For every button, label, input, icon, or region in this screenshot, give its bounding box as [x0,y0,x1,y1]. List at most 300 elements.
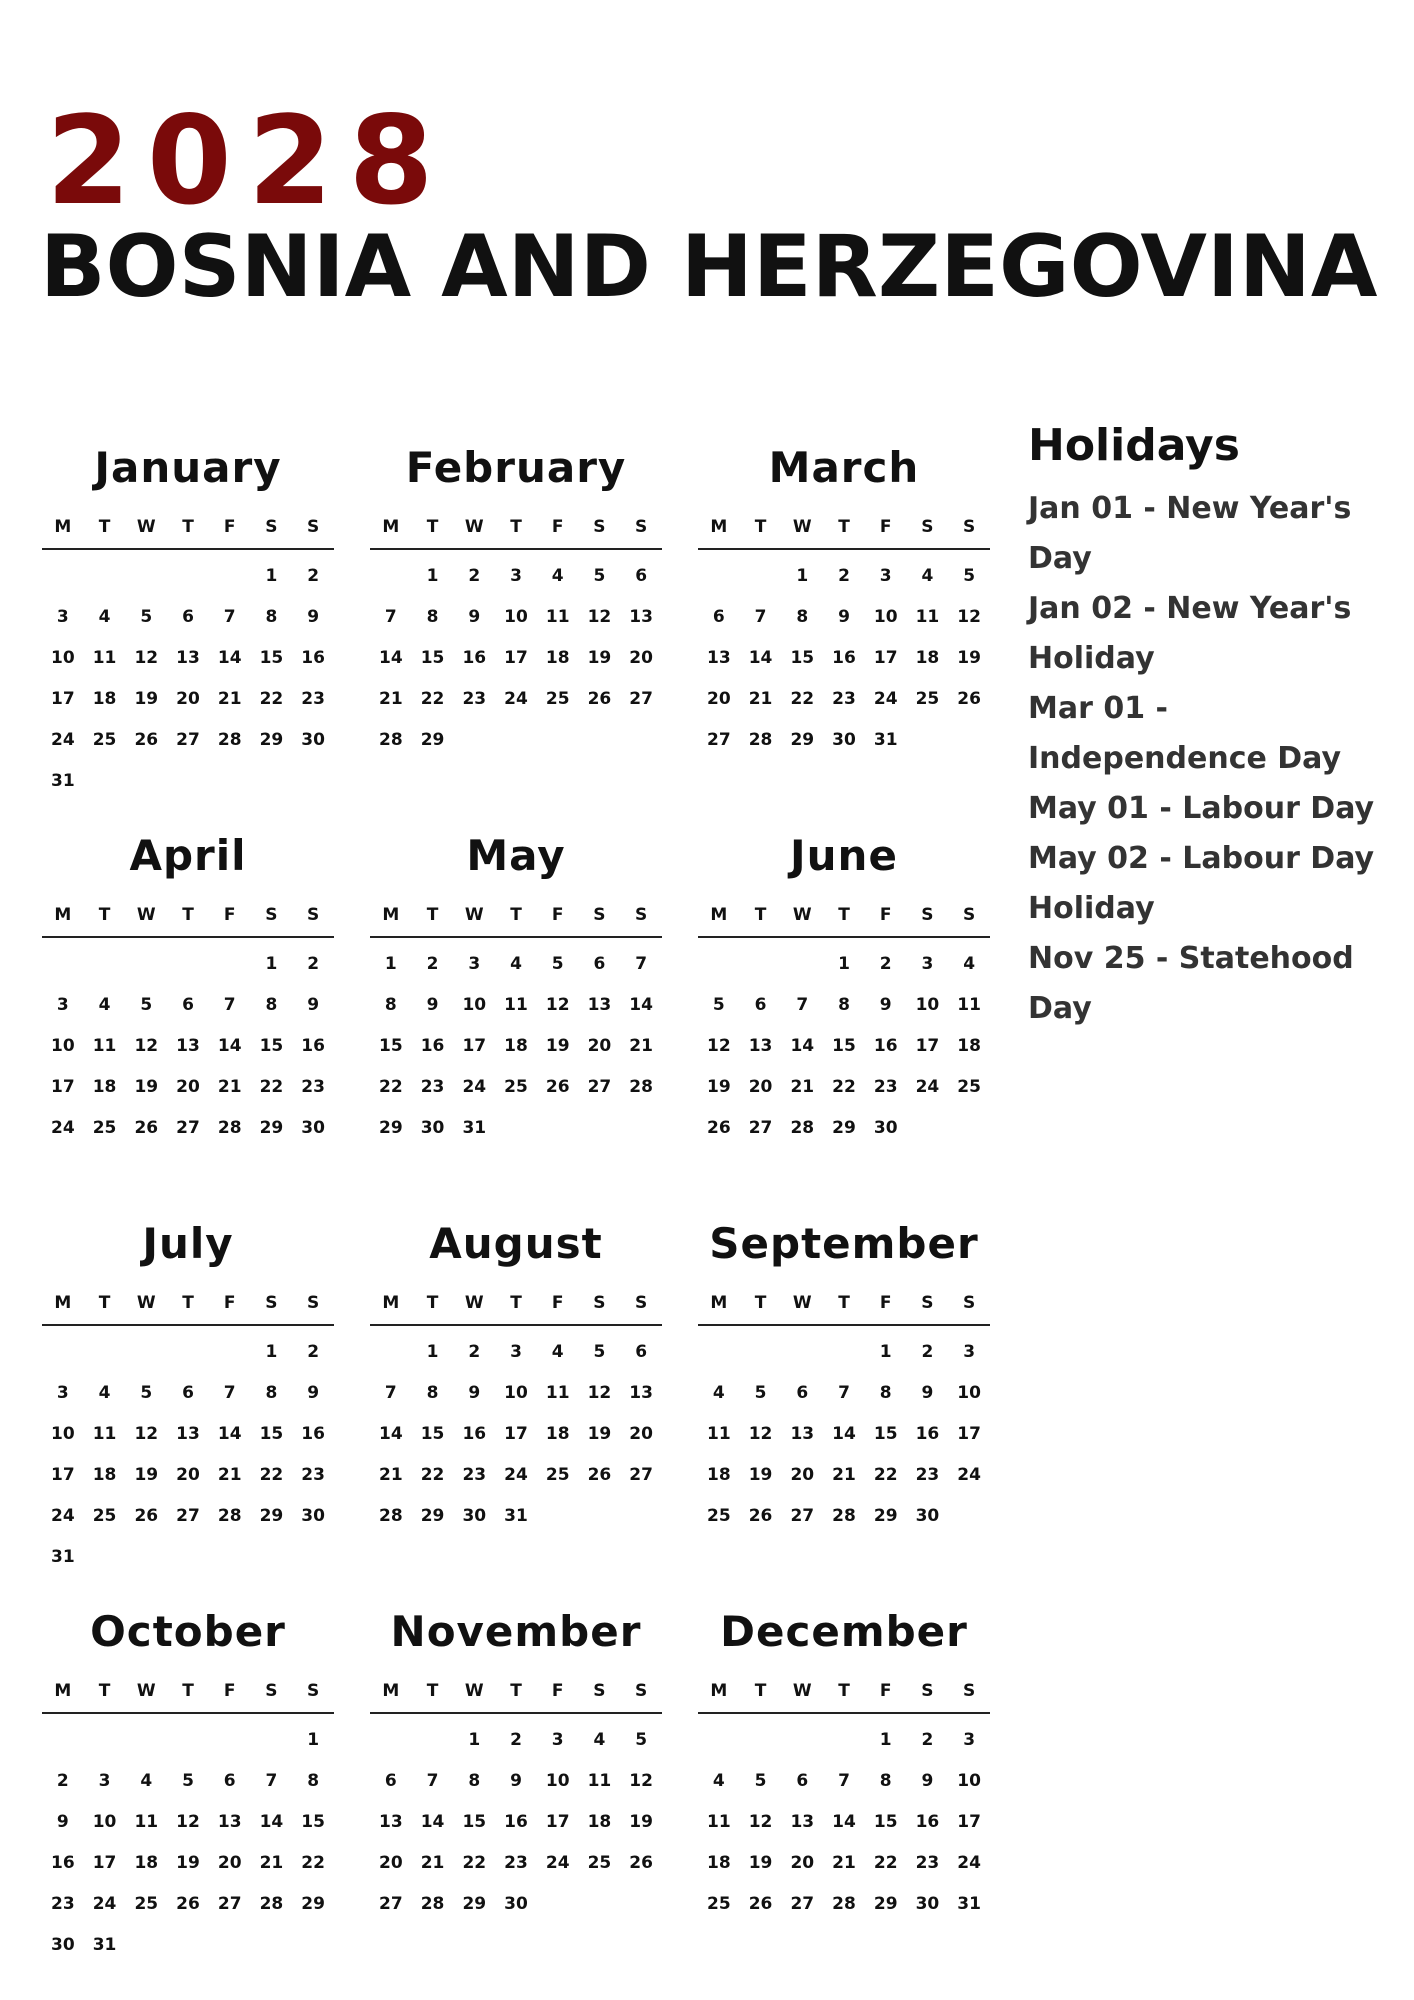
day-cell: 11 [957,995,981,1015]
day-cell: 1 [384,954,397,974]
day-cell: 1 [468,1730,481,1750]
day-cell: 29 [379,1118,403,1138]
day-cell: 2 [307,1342,320,1362]
day-cell: 14 [832,1812,856,1832]
day-cell: 18 [504,1036,528,1056]
weekday-label: M [54,1293,72,1313]
day-cell [167,1925,209,1966]
day-cell: 26 [545,1077,570,1097]
day-cell: 26 [748,1894,773,1914]
day-cell: 27 [629,689,653,709]
day-cell: 8 [265,995,278,1015]
day-cell: 13 [748,1036,773,1056]
day-cell: 26 [957,689,981,709]
day-cell [209,1537,251,1578]
day-cell: 24 [51,1118,75,1138]
day-cell: 17 [51,1465,75,1485]
week-row [698,1067,990,1108]
day-cell: 18 [707,1853,731,1873]
week-row [42,597,334,638]
day-cell [125,556,167,597]
day-cell: 24 [957,1465,981,1485]
day-cell: 4 [593,1730,606,1750]
day-cell: 15 [873,1812,898,1832]
day-cell: 29 [873,1894,898,1914]
day-cell: 27 [629,1465,653,1485]
day-cell: 20 [629,1424,653,1444]
month-days [42,550,334,802]
weekday-header [370,1282,662,1326]
day-cell: 16 [915,1424,940,1444]
day-cell: 12 [134,648,159,668]
day-cell: 31 [873,730,898,750]
day-cell: 5 [182,1771,194,1791]
month-days [42,1326,334,1578]
weekday-header [698,894,990,938]
weekday-label: S [265,1293,278,1313]
day-cell: 21 [748,689,773,709]
day-cell: 29 [462,1894,487,1914]
weekday-label: W [464,1293,484,1313]
day-cell: 1 [426,566,439,586]
weekday-label: S [593,1681,606,1701]
day-cell: 11 [92,648,117,668]
day-cell: 20 [790,1465,815,1485]
day-cell [579,720,621,761]
month-days [698,1326,990,1537]
month-july [42,1206,334,1594]
day-cell: 30 [832,730,856,750]
day-cell [698,944,740,985]
day-cell [740,944,782,985]
day-cell: 22 [873,1853,898,1873]
weekday-label: F [223,517,236,537]
day-cell: 6 [635,1342,648,1362]
weekday-label: T [838,905,850,925]
day-cell: 25 [92,1118,117,1138]
day-cell: 20 [707,689,731,709]
day-cell: 16 [462,648,487,668]
day-cell: 18 [707,1465,731,1485]
week-row [42,1026,334,1067]
month-june [698,818,990,1206]
day-cell: 10 [504,607,528,627]
week-row [698,1843,990,1884]
day-cell [620,1496,662,1537]
day-cell [167,1720,209,1761]
day-cell [495,720,537,761]
day-cell [907,1108,949,1149]
day-cell: 10 [957,1771,981,1791]
day-cell: 26 [629,1853,653,1873]
day-cell: 14 [379,648,403,668]
day-cell: 30 [301,1118,325,1138]
day-cell: 9 [879,995,892,1015]
day-cell: 10 [462,995,487,1015]
day-cell [823,1720,865,1761]
day-cell: 19 [587,648,612,668]
day-cell: 12 [629,1771,653,1791]
day-cell: 25 [587,1853,612,1873]
day-cell: 18 [587,1812,612,1832]
day-cell [125,1925,167,1966]
weekday-label: W [136,1293,156,1313]
day-cell: 18 [92,1077,117,1097]
weekday-label: W [464,517,484,537]
day-cell: 26 [134,1118,159,1138]
weekday-label: M [54,1681,72,1701]
day-cell: 10 [51,1036,75,1056]
weekday-label: T [426,905,439,925]
day-cell: 14 [790,1036,815,1056]
day-cell: 23 [462,689,487,709]
day-cell: 22 [790,689,815,709]
day-cell: 12 [545,995,570,1015]
week-row [42,1108,334,1149]
day-cell: 6 [754,995,767,1015]
weekday-label: S [307,1293,320,1313]
day-cell: 7 [426,1771,439,1791]
day-cell: 25 [707,1894,731,1914]
day-cell: 27 [176,1118,200,1138]
week-row [698,638,990,679]
day-cell [251,1720,293,1761]
day-cell: 28 [259,1894,284,1914]
holidays-panel [1028,418,1388,1034]
week-row [42,1761,334,1802]
day-cell: 22 [832,1077,856,1097]
weekday-label: W [792,1293,812,1313]
day-cell: 12 [707,1036,731,1056]
day-cell: 27 [587,1077,612,1097]
day-cell: 23 [832,689,856,709]
weekday-header [42,506,334,550]
day-cell [781,944,823,985]
weekday-header [698,506,990,550]
day-cell [292,1537,334,1578]
day-cell: 6 [635,566,648,586]
month-august [370,1206,662,1594]
week-row [698,1026,990,1067]
holiday-item: May 01 - Labour Day [1028,791,1375,826]
day-cell: 13 [629,607,653,627]
week-row [698,597,990,638]
week-row [370,1026,662,1067]
day-cell: 25 [504,1077,528,1097]
weekday-label: W [464,905,484,925]
day-cell: 4 [963,954,976,974]
day-cell: 23 [301,689,325,709]
day-cell: 2 [468,1342,481,1362]
week-row [42,1373,334,1414]
day-cell: 5 [140,1383,153,1403]
day-cell: 28 [217,730,242,750]
month-days [370,1714,662,1925]
day-cell: 7 [838,1383,850,1403]
day-cell: 13 [176,1036,200,1056]
day-cell: 24 [92,1894,117,1914]
month-title: September [709,1219,979,1268]
day-cell: 22 [420,689,445,709]
day-cell: 20 [217,1853,242,1873]
day-cell: 31 [92,1935,117,1955]
weekday-label: S [265,1681,278,1701]
day-cell: 9 [426,995,439,1015]
day-cell: 19 [748,1853,773,1873]
day-cell: 10 [915,995,940,1015]
day-cell [292,761,334,802]
day-cell: 1 [879,1342,892,1362]
day-cell: 7 [635,954,648,974]
day-cell: 13 [790,1424,815,1444]
day-cell: 11 [92,1424,117,1444]
day-cell: 30 [915,1894,940,1914]
day-cell: 4 [98,1383,111,1403]
day-cell: 25 [92,730,117,750]
day-cell: 12 [748,1812,773,1832]
month-title: June [790,831,898,880]
day-cell: 1 [265,1342,278,1362]
day-cell [84,1720,126,1761]
day-cell: 22 [259,1077,284,1097]
day-cell [209,761,251,802]
country-title: BOSNIA AND HERZEGOVINA [40,217,1378,317]
day-cell: 21 [790,1077,815,1097]
day-cell: 28 [790,1118,815,1138]
day-cell: 19 [176,1853,200,1873]
day-cell: 24 [51,730,75,750]
day-cell [698,556,740,597]
weekday-label: S [307,905,320,925]
week-row [370,1802,662,1843]
weekday-label: S [593,517,606,537]
day-cell: 11 [545,1383,570,1403]
day-cell: 17 [462,1036,487,1056]
month-days [698,938,990,1149]
day-cell: 15 [301,1812,325,1832]
weekday-label: F [223,1293,236,1313]
weekday-label: T [510,517,522,537]
weekday-label: S [307,517,320,537]
day-cell [292,1925,334,1966]
day-cell: 2 [921,1730,934,1750]
month-days [698,550,990,761]
day-cell [42,556,84,597]
day-cell: 16 [915,1812,940,1832]
month-title: July [142,1219,234,1268]
day-cell: 24 [51,1506,75,1526]
day-cell: 17 [504,648,528,668]
day-cell [167,1332,209,1373]
day-cell [620,1108,662,1149]
day-cell: 30 [462,1506,487,1526]
day-cell [125,761,167,802]
day-cell: 7 [223,1383,236,1403]
day-cell: 5 [754,1383,767,1403]
day-cell: 20 [629,648,653,668]
day-cell: 21 [217,689,242,709]
day-cell: 22 [259,689,284,709]
week-row [370,1067,662,1108]
week-row [42,1332,334,1373]
day-cell: 17 [957,1424,981,1444]
day-cell: 19 [957,648,981,668]
day-cell: 23 [504,1853,528,1873]
day-cell: 13 [587,995,612,1015]
day-cell: 17 [873,648,898,668]
day-cell: 3 [510,1342,522,1362]
day-cell: 14 [379,1424,403,1444]
day-cell: 29 [301,1894,325,1914]
day-cell: 5 [593,566,606,586]
day-cell [370,556,412,597]
day-cell: 20 [379,1853,403,1873]
weekday-label: W [792,905,812,925]
day-cell [84,944,126,985]
day-cell: 9 [468,607,481,627]
day-cell [42,1720,84,1761]
day-cell: 26 [748,1506,773,1526]
week-row [698,1332,990,1373]
week-row [370,1108,662,1149]
day-cell: 6 [384,1771,397,1791]
day-cell: 28 [217,1118,242,1138]
month-title: August [429,1219,603,1268]
weekday-label: M [54,905,72,925]
week-row [370,638,662,679]
day-cell: 10 [545,1771,570,1791]
day-cell: 19 [134,689,159,709]
day-cell [42,944,84,985]
week-row [698,1373,990,1414]
day-cell: 6 [712,607,725,627]
weekday-label: T [98,1681,111,1701]
day-cell: 6 [593,954,606,974]
day-cell: 19 [134,1077,159,1097]
day-cell: 8 [796,607,809,627]
day-cell: 9 [307,607,320,627]
holiday-item: Nov 25 - Statehood Day [1028,941,1354,1026]
day-cell: 21 [259,1853,284,1873]
day-cell: 19 [707,1077,731,1097]
month-title: January [94,443,282,492]
day-cell: 18 [957,1036,981,1056]
day-cell: 18 [92,689,117,709]
week-row [42,985,334,1026]
day-cell: 10 [92,1812,117,1832]
week-row [42,1537,334,1578]
day-cell: 7 [265,1771,278,1791]
day-cell: 6 [182,1383,194,1403]
day-cell: 1 [265,566,278,586]
day-cell [698,1332,740,1373]
day-cell [948,1496,990,1537]
day-cell: 20 [176,1077,200,1097]
day-cell: 2 [307,954,320,974]
day-cell [209,944,251,985]
weekday-label: T [182,905,194,925]
day-cell: 16 [51,1853,75,1873]
day-cell: 6 [796,1771,809,1791]
day-cell: 8 [468,1771,481,1791]
week-row [370,1455,662,1496]
day-cell: 16 [462,1424,487,1444]
day-cell [412,1720,454,1761]
day-cell: 22 [301,1853,325,1873]
day-cell [537,1496,579,1537]
day-cell: 16 [301,1036,325,1056]
day-cell: 28 [629,1077,653,1097]
month-september [698,1206,990,1594]
day-cell: 4 [921,566,934,586]
day-cell: 2 [56,1771,69,1791]
day-cell: 22 [420,1465,445,1485]
day-cell [740,556,782,597]
day-cell: 5 [963,566,976,586]
day-cell: 5 [593,1342,606,1362]
weekday-label: T [754,517,767,537]
week-row [370,679,662,720]
day-cell: 22 [259,1465,284,1485]
weekday-label: W [136,1681,156,1701]
week-row [42,1414,334,1455]
day-cell: 31 [51,1547,75,1567]
day-cell: 28 [748,730,773,750]
month-april [42,818,334,1206]
month-title: February [405,443,627,492]
day-cell: 13 [790,1812,815,1832]
weekday-label: S [593,1293,606,1313]
day-cell [209,556,251,597]
day-cell: 1 [307,1730,320,1750]
weekday-label: F [551,1681,564,1701]
day-cell: 24 [915,1077,940,1097]
day-cell: 15 [420,1424,445,1444]
week-row [42,638,334,679]
day-cell: 22 [462,1853,487,1873]
day-cell: 9 [838,607,850,627]
day-cell: 9 [921,1383,934,1403]
day-cell: 15 [832,1036,856,1056]
day-cell: 28 [379,730,403,750]
weekday-label: T [98,1293,111,1313]
weekday-label: M [382,1293,400,1313]
day-cell [209,1720,251,1761]
day-cell: 18 [134,1853,159,1873]
day-cell: 29 [420,1506,445,1526]
weekday-header [42,1282,334,1326]
day-cell: 20 [790,1853,815,1873]
day-cell: 25 [957,1077,981,1097]
day-cell: 16 [420,1036,445,1056]
weekday-label: S [963,517,976,537]
day-cell: 9 [307,1383,320,1403]
weekday-label: F [223,905,236,925]
day-cell: 3 [963,1730,976,1750]
day-cell: 17 [51,689,75,709]
day-cell: 23 [915,1853,940,1873]
day-cell: 14 [748,648,773,668]
week-row [698,1761,990,1802]
day-cell [84,556,126,597]
day-cell [579,1108,621,1149]
week-row [370,1884,662,1925]
day-cell: 21 [379,689,403,709]
day-cell: 11 [707,1424,731,1444]
day-cell: 24 [957,1853,981,1873]
day-cell [251,1925,293,1966]
day-cell: 4 [712,1383,725,1403]
